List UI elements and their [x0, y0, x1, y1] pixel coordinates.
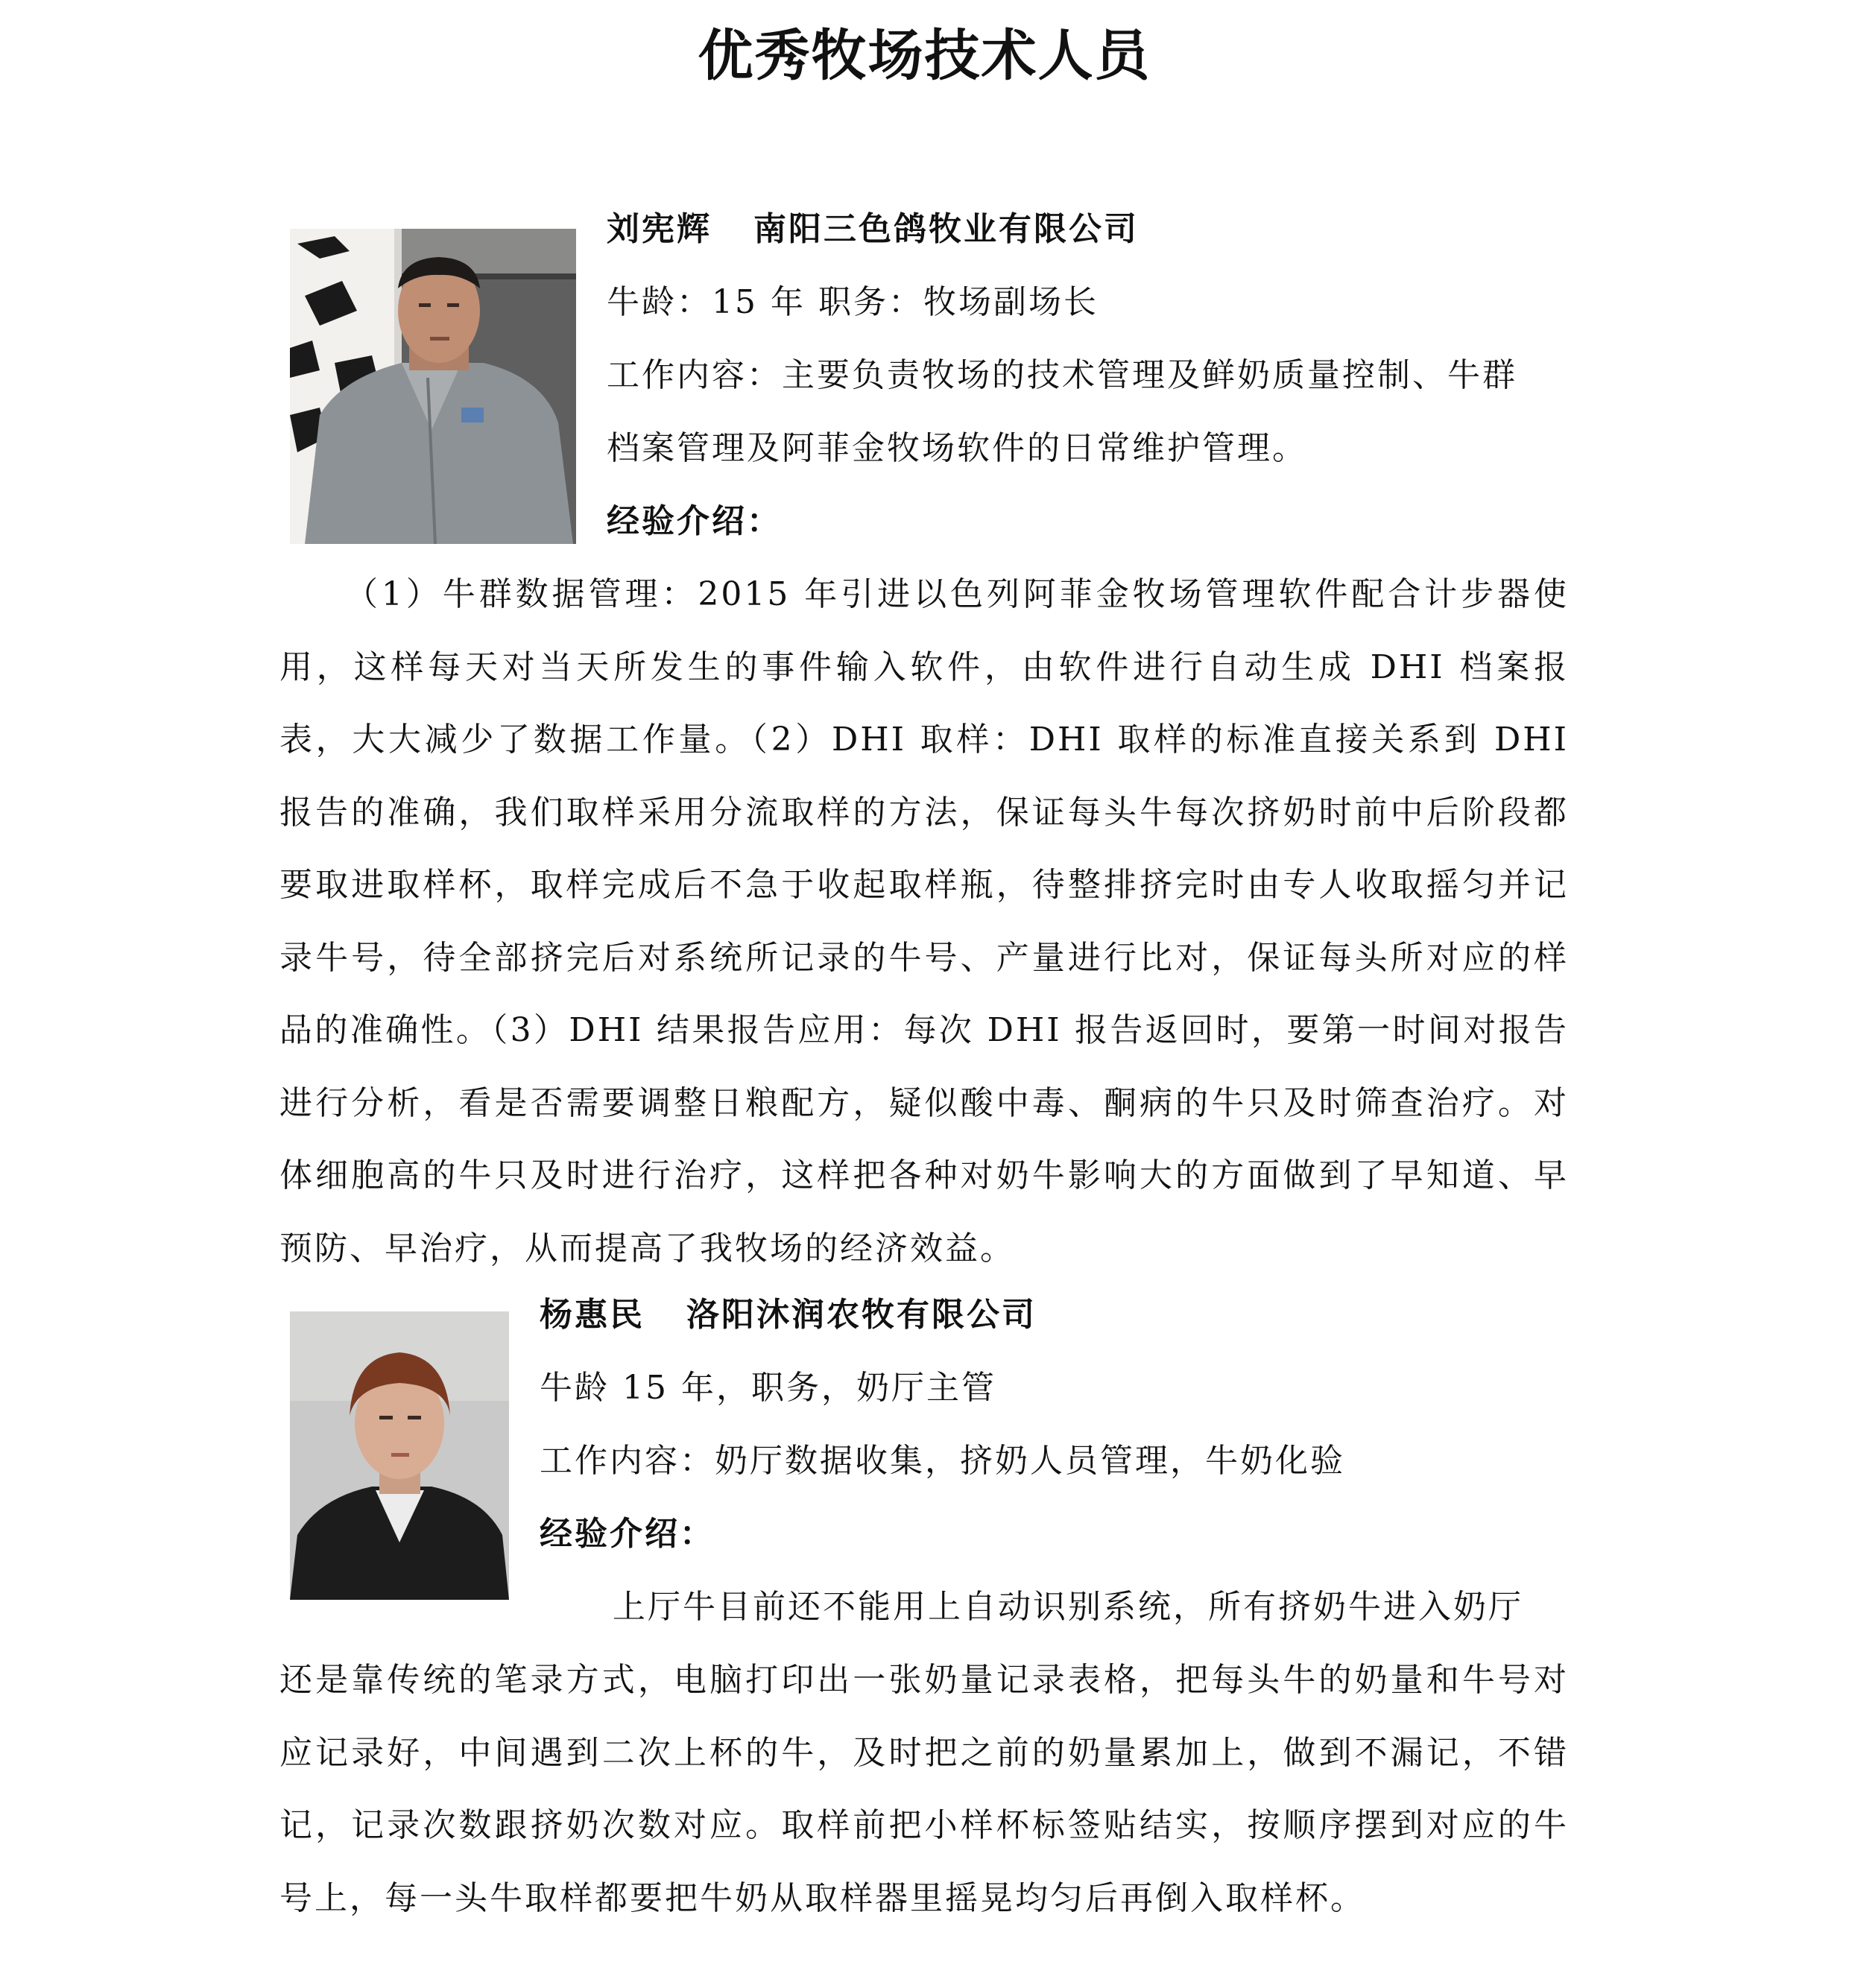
- person-company: 洛阳沐润农牧有限公司: [686, 1296, 1037, 1334]
- person-name: 杨惠民: [540, 1296, 645, 1334]
- experience-heading: 经验介绍：: [540, 1515, 715, 1553]
- person-info-line: 牛龄：15 年 职务：牧场副场长: [607, 283, 1099, 321]
- photo-man-image: [290, 229, 576, 544]
- person-header-yang: [540, 1279, 1037, 1352]
- person-company: 南阳三色鸽牧业有限公司: [753, 210, 1139, 248]
- experience-heading: 经验介绍：: [607, 502, 782, 540]
- page-title: 优秀牧场技术人员: [698, 24, 1151, 88]
- person-name: 刘宪辉: [607, 210, 712, 248]
- person-work-line: 工作内容：奶厅数据收集，挤奶人员管理，牛奶化验: [540, 1442, 1345, 1480]
- person-work-line: 档案管理及阿菲金牧场软件的日常维护管理。: [607, 429, 1307, 467]
- person-work-line: 工作内容：主要负责牧场的技术管理及鲜奶质量控制、牛群: [607, 356, 1517, 394]
- experience-paragraph: 还是靠传统的笔录方式，电脑打印出一张奶量记录表格，把每头牛的奶量和牛号对应记录好，中间遇到二次上杯的牛，及时把之前的奶量累加上，做到不漏记，不错记，记录次数跟挤奶次数对应。取样前把小样杯标签贴结实，按顺序摆到对应的牛号上，每一头牛取样都要把牛奶从取样器里摇晃均匀后再倒入取样杯。: [279, 1661, 1569, 1917]
- person-header-liu: [607, 193, 1139, 266]
- person-photo-liu: [290, 229, 576, 544]
- person-info-line: 牛龄 15 年，职务，奶厅主管: [540, 1369, 996, 1407]
- experience-first-line: 上厅牛目前还不能用上自动识别系统，所有挤奶牛进入奶厅: [613, 1588, 1523, 1626]
- experience-paragraph: （1）牛群数据管理：2015 年引进以色列阿菲金牧场管理软件配合计步器使用，这样每天对当天所发生的事件输入软件，由软件进行自动生成 DHI 档案报表，大大减少了数据工作量。（2）DHI 取样：DHI 取样的标准直接关系到 DHI 报告的准确，我们取样采用分流取样的方法，保证每头牛每次挤奶时前中后阶段都要取进取样杯，取样完成后不急于收起取样瓶，待整排挤完时由专人收取摇匀并记录牛号，待全部挤完后对系统所记录的牛号、产量进行比对，保证每头所对应的样品的准确性。（3）DHI 结果报告应用：每次 DHI 报告返回时，要第一时间对报告进行分析，看是否需要调整日粮配方，疑似酸中毒、酮病的牛只及时筛查治疗。对体细胞高的牛只及时进行治疗，这样把各种对奶牛影响大的方面做到了早知道、早预防、早治疗，从而提高了我牧场的经济效益。: [279, 575, 1569, 1267]
- person-photo-yang: [290, 1311, 509, 1600]
- photo-woman-image: [290, 1311, 509, 1600]
